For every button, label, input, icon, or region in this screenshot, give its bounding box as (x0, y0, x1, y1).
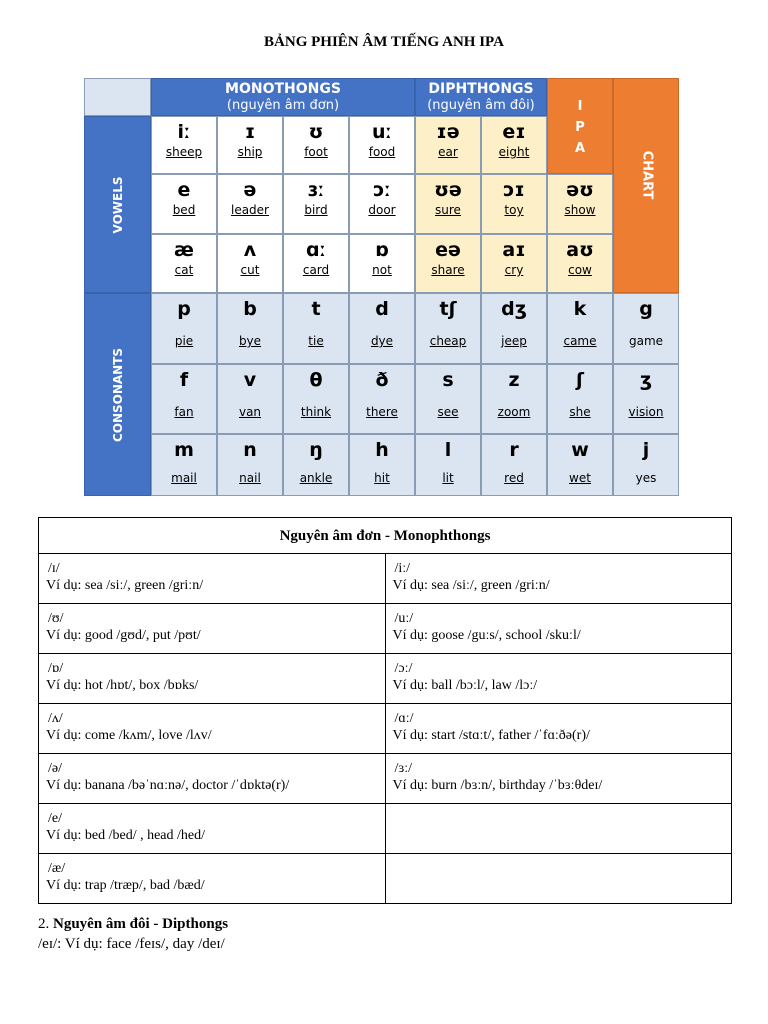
section-2-example: /eɪ/: Ví dụ: face /feɪs/, day /deɪ/ (38, 936, 225, 952)
example-word: there (366, 405, 398, 419)
ipa-symbol: ə (243, 179, 257, 201)
phoneme-symbol: /ɑː/ (394, 711, 414, 726)
ipa-symbol: ɜː (307, 179, 325, 201)
phoneme-symbol: /ə/ (48, 761, 62, 776)
phoneme-example: Ví dụ: goose /guːs/, school /skuːl/ (392, 628, 581, 643)
consonant-cell (349, 293, 415, 364)
consonant-cell (613, 364, 679, 434)
phoneme-symbol: /iː/ (394, 561, 411, 576)
consonant-cell (547, 434, 613, 496)
vowel-cell (415, 234, 481, 293)
chart-label-text: CHART (639, 150, 655, 200)
ipa-symbol: j (642, 439, 650, 461)
ipa-symbol: ŋ (309, 439, 323, 461)
consonant-cell (217, 293, 283, 364)
consonant-cell (151, 364, 217, 434)
consonants-label-text: CONSONANTS (111, 347, 125, 442)
ipa-label (547, 78, 613, 174)
example-word: cow (568, 263, 592, 277)
example-word: vision (628, 405, 664, 419)
vowel-cell (151, 116, 217, 174)
ipa-letter: I (577, 99, 583, 114)
example-word: cut (240, 263, 260, 277)
monophthongs-table (38, 517, 732, 904)
vowel-cell (151, 174, 217, 234)
vowel-cell (217, 174, 283, 234)
example-word: game (628, 334, 664, 348)
table-row (39, 804, 732, 854)
table-cell (385, 554, 732, 604)
example-word: jeep (501, 334, 527, 348)
example-word: wet (569, 471, 591, 485)
ipa-symbol: ð (375, 369, 389, 391)
phoneme-example: Ví dụ: trap /træp/, bad /bæd/ (46, 878, 205, 893)
ipa-symbol: ɪə (436, 121, 460, 143)
vowel-cell (217, 234, 283, 293)
phoneme-symbol: /e/ (48, 811, 62, 826)
monophthongs-table-header: Nguyên âm đơn - Monophthongs (39, 518, 732, 554)
phoneme-example: Ví dụ: burn /bɜːn/, birthday /ˈbɜːθdeɪ/ (392, 778, 603, 793)
diphthongs-title: DIPHTHONGS (428, 81, 534, 97)
ipa-symbol: ʒ (639, 369, 653, 391)
ipa-symbol: eə (435, 239, 461, 261)
section-2-heading (38, 916, 228, 933)
example-word: card (302, 263, 330, 277)
example-word: cry (504, 263, 524, 277)
example-word: see (437, 405, 459, 419)
example-word: door (368, 203, 396, 217)
phoneme-example: Ví dụ: bed /bed/ , head /hed/ (46, 828, 206, 843)
vowel-cell (547, 234, 613, 293)
ipa-symbol: p (177, 298, 191, 320)
ipa-symbol: l (444, 439, 452, 461)
ipa-letter: A (574, 141, 586, 156)
ipa-symbol: θ (309, 369, 323, 391)
ipa-symbol: ʃ (576, 369, 584, 391)
consonant-cell (415, 364, 481, 434)
phoneme-symbol: /ɔː/ (394, 661, 413, 676)
phoneme-example: Ví dụ: banana /bəˈnɑːnə/, doctor /ˈdɒktə(r)/ (46, 778, 290, 793)
ipa-symbol: ɒ (375, 239, 389, 261)
consonant-cell (481, 293, 547, 364)
monothongs-header (151, 78, 415, 116)
consonant-cell (415, 293, 481, 364)
diphthongs-subtitle: (nguyên âm đôi) (427, 98, 535, 113)
table-row (39, 554, 732, 604)
phoneme-example: Ví dụ: ball /bɔːl/, law /lɔː/ (392, 678, 538, 693)
ipa-symbol: w (571, 439, 589, 461)
ipa-symbol: uː (372, 121, 392, 143)
example-word: dye (370, 334, 394, 348)
consonant-cell (547, 364, 613, 434)
consonant-cell (349, 434, 415, 496)
phoneme-symbol: /ɪ/ (48, 561, 60, 576)
example-word: not (372, 263, 392, 277)
ipa-symbol: aʊ (566, 239, 594, 261)
example-word: came (563, 334, 597, 348)
page-title: BẢNG PHIÊN ÂM TIẾNG ANH IPA (264, 34, 504, 50)
table-cell (39, 604, 386, 654)
chart-corner-cell (84, 78, 151, 116)
ipa-symbol: e (177, 179, 191, 201)
monothongs-title: MONOTHONGS (225, 81, 341, 97)
example-word: mail (171, 471, 197, 485)
example-word: cheap (429, 334, 467, 348)
phoneme-symbol: /ʊ/ (48, 611, 64, 626)
table-cell (385, 754, 732, 804)
ipa-symbol: dʒ (501, 298, 527, 320)
phoneme-example: Ví dụ: sea /siː/, green /griːn/ (392, 578, 550, 593)
phoneme-symbol: /ɜː/ (394, 761, 413, 776)
diphthongs-header (415, 78, 547, 116)
table-cell (39, 704, 386, 754)
consonant-cell (151, 434, 217, 496)
ipa-symbol: tʃ (439, 298, 457, 320)
example-word: fan (174, 405, 194, 419)
vowel-cell (283, 174, 349, 234)
ipa-symbol: ɪ (244, 121, 256, 143)
example-word: ear (438, 145, 458, 159)
ipa-symbol: ʊə (434, 179, 462, 201)
section-2-title: Nguyên âm đôi - Dipthongs (53, 916, 229, 932)
ipa-symbol: ɔː (373, 179, 391, 201)
ipa-symbol: aɪ (502, 239, 526, 261)
consonants-side-label (84, 293, 151, 496)
consonant-cell (481, 364, 547, 434)
example-word: food (368, 145, 396, 159)
vowels-label-text: VOWELS (111, 176, 125, 233)
example-word: toy (504, 203, 524, 217)
consonant-cell (283, 434, 349, 496)
phoneme-example: Ví dụ: come /kʌm/, love /lʌv/ (46, 728, 212, 743)
example-word: yes (635, 471, 657, 485)
example-word: share (431, 263, 465, 277)
example-word: cat (174, 263, 194, 277)
ipa-letter: P (575, 120, 585, 135)
example-word: ship (237, 145, 263, 159)
chart-label (613, 78, 679, 293)
consonant-cell (415, 434, 481, 496)
vowel-cell (217, 116, 283, 174)
example-word: bed (172, 203, 196, 217)
section-2-number: 2. (38, 916, 50, 932)
ipa-symbol: n (243, 439, 257, 461)
ipa-symbol: b (243, 298, 257, 320)
example-word: show (564, 203, 596, 217)
ipa-symbol: r (509, 439, 519, 461)
phoneme-symbol: /uː/ (394, 611, 414, 626)
table-cell (39, 754, 386, 804)
consonant-cell (481, 434, 547, 496)
example-word: she (569, 405, 591, 419)
consonant-cell (613, 293, 679, 364)
table-cell (385, 654, 732, 704)
vowel-cell (151, 234, 217, 293)
vowel-cell (349, 116, 415, 174)
example-word: foot (304, 145, 328, 159)
example-word: sure (435, 203, 461, 217)
vowel-cell (349, 234, 415, 293)
table-row (39, 604, 732, 654)
ipa-symbol: k (573, 298, 587, 320)
consonant-cell (283, 364, 349, 434)
consonant-cell (283, 293, 349, 364)
ipa-symbol: eɪ (502, 121, 526, 143)
phoneme-example: Ví dụ: good /gʊd/, put /pʊt/ (46, 628, 201, 643)
vowel-cell (415, 174, 481, 234)
table-cell (385, 854, 732, 904)
ipa-symbol: t (311, 298, 321, 320)
ipa-symbol: əʊ (566, 179, 594, 201)
ipa-symbol: v (243, 369, 257, 391)
vowel-cell (547, 174, 613, 234)
monophthongs-table-body (39, 554, 732, 904)
phoneme-symbol: /ʌ/ (48, 711, 63, 726)
ipa-symbol: æ (174, 239, 194, 261)
example-word: bye (238, 334, 262, 348)
example-word: red (504, 471, 524, 485)
example-word: tie (308, 334, 324, 348)
table-cell (385, 704, 732, 754)
example-word: hit (374, 471, 390, 485)
consonant-cell (151, 293, 217, 364)
consonant-cell (217, 434, 283, 496)
ipa-symbol: ɔɪ (503, 179, 525, 201)
ipa-symbol: d (375, 298, 389, 320)
table-row (39, 854, 732, 904)
table-row (39, 754, 732, 804)
table-cell (39, 804, 386, 854)
ipa-symbol: ɑː (305, 239, 326, 261)
ipa-chart (84, 78, 679, 496)
consonant-cell (547, 293, 613, 364)
ipa-symbol: iː (177, 121, 191, 143)
table-row (39, 654, 732, 704)
table-cell (39, 854, 386, 904)
example-word: leader (230, 203, 269, 217)
table-cell (385, 804, 732, 854)
vowels-side-label (84, 116, 151, 293)
table-cell (39, 554, 386, 604)
vowel-cell (481, 116, 547, 174)
vowel-cell (481, 234, 547, 293)
ipa-symbol: f (179, 369, 189, 391)
example-word: zoom (497, 405, 531, 419)
ipa-symbol: z (508, 369, 520, 391)
consonant-cell (217, 364, 283, 434)
vowel-cell (283, 234, 349, 293)
vowel-cell (349, 174, 415, 234)
phoneme-symbol: /ɒ/ (48, 661, 64, 676)
vowel-cell (283, 116, 349, 174)
example-word: bird (304, 203, 328, 217)
phoneme-example: Ví dụ: start /stɑːt/, father /ˈfɑːðə(r)/ (392, 728, 590, 743)
vowel-cell (481, 174, 547, 234)
ipa-symbol: ʊ (308, 121, 324, 143)
consonant-cell (349, 364, 415, 434)
vowel-cell (415, 116, 481, 174)
ipa-symbol: ʌ (243, 239, 257, 261)
table-row (39, 704, 732, 754)
example-word: pie (174, 334, 194, 348)
phoneme-symbol: /æ/ (48, 861, 66, 876)
example-word: lit (442, 471, 454, 485)
table-cell (385, 604, 732, 654)
example-word: nail (239, 471, 261, 485)
ipa-symbol: h (375, 439, 389, 461)
example-word: sheep (165, 145, 203, 159)
table-cell (39, 654, 386, 704)
ipa-symbol: g (639, 298, 653, 320)
example-word: ankle (299, 471, 333, 485)
phoneme-example: Ví dụ: sea /siː/, green /griːn/ (46, 578, 204, 593)
example-word: think (300, 405, 332, 419)
ipa-symbol: m (174, 439, 194, 461)
ipa-symbol: s (442, 369, 454, 391)
monothongs-subtitle: (nguyên âm đơn) (226, 98, 340, 113)
example-word: van (238, 405, 262, 419)
consonant-cell (613, 434, 679, 496)
example-word: eight (498, 145, 530, 159)
phoneme-example: Ví dụ: hot /hɒt/, box /bɒks/ (46, 678, 199, 693)
